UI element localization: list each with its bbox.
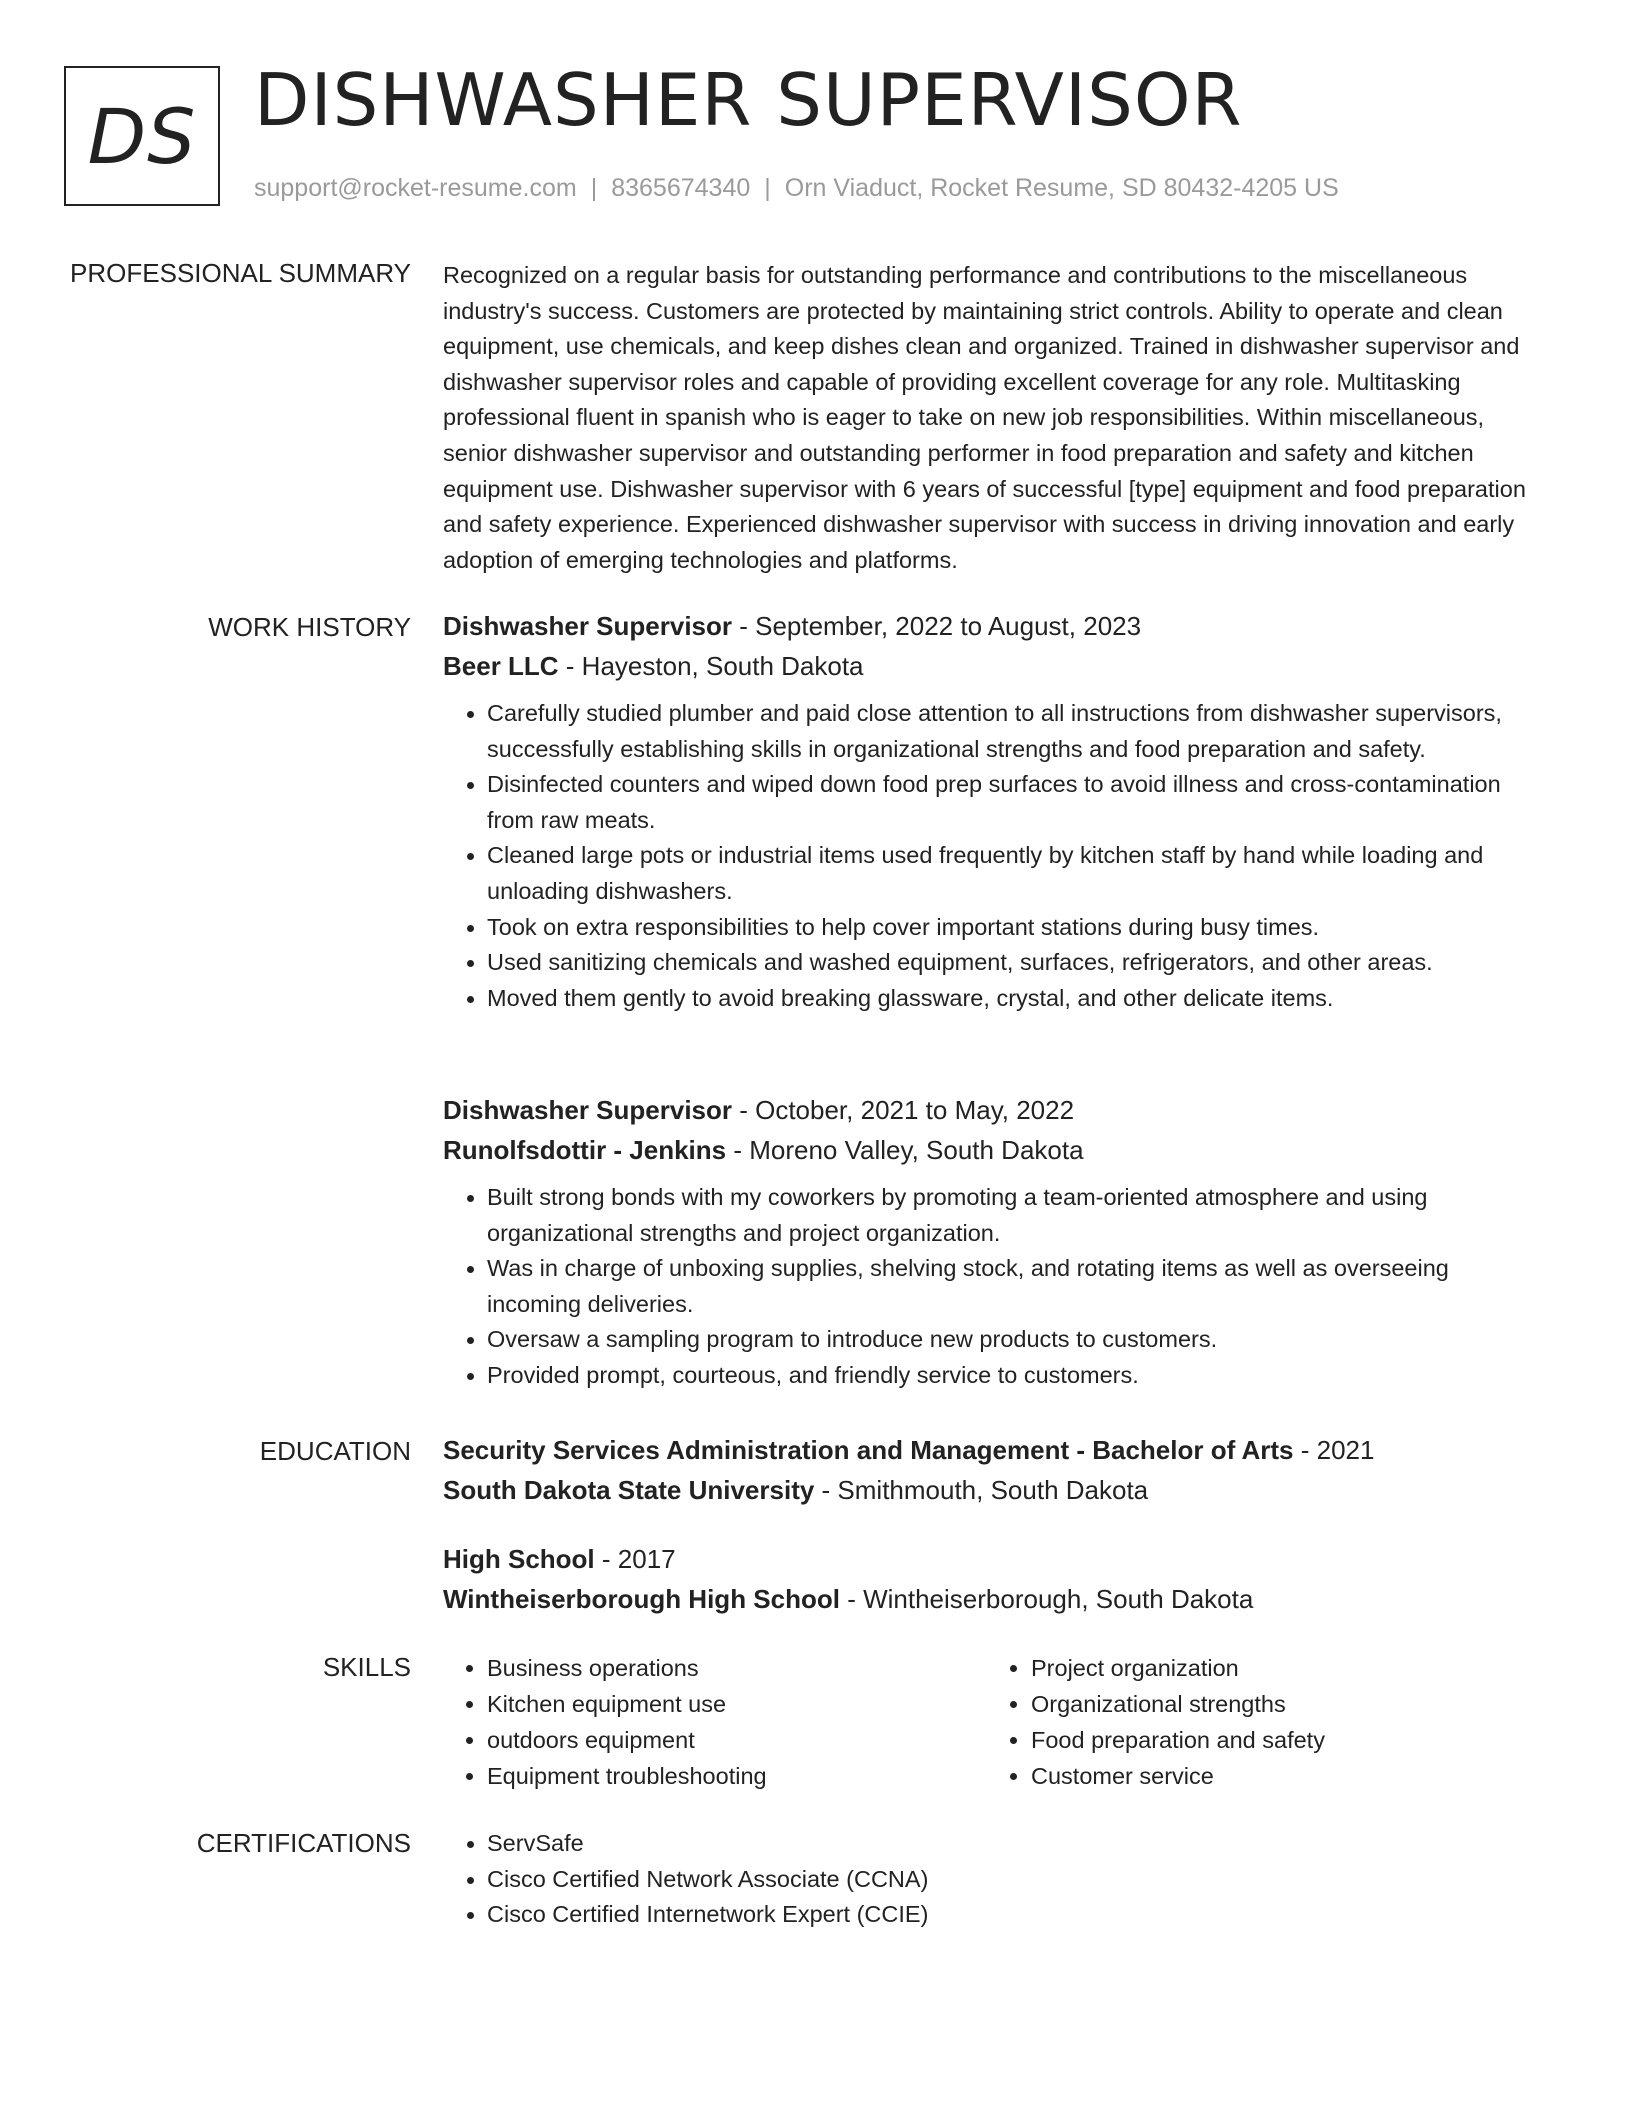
job-bullets (443, 1180, 1548, 1394)
education-location: - Smithmouth, South Dakota (814, 1475, 1149, 1505)
contact-address: Orn Viaduct, Rocket Resume, SD 80432-4205 US (784, 174, 1339, 202)
job-dates: - October, 2021 to May, 2022 (732, 1095, 1075, 1125)
education-degree-line (443, 1430, 1548, 1470)
job-company: Runolfsdottir - Jenkins (443, 1135, 727, 1165)
skills-grid (443, 1650, 1548, 1794)
skills-column-right (987, 1650, 1531, 1794)
job-title: Dishwasher Supervisor (443, 1095, 732, 1125)
skill-item: • Customer service (1031, 1758, 1531, 1794)
job-bullet: • Cleaned large pots or industrial items used frequently by kitchen staff by hand while loading and unloading dishwashers. (487, 838, 1548, 909)
education-school: South Dakota State University (443, 1475, 815, 1505)
job-bullet: • Oversaw a sampling program to introduce new products to customers. (487, 1322, 1548, 1358)
job-dates: - September, 2022 to August, 2023 (732, 611, 1142, 641)
job-bullet: • Was in charge of unboxing supplies, shelving stock, and rotating items as well as overseeing incoming deliveries. (487, 1251, 1548, 1322)
education-year: - 2017 (594, 1544, 676, 1574)
education-degree: High School (443, 1544, 595, 1574)
skills-column-left (443, 1650, 987, 1794)
contact-phone: 8365674340 (611, 174, 751, 202)
skill-item: • Business operations (487, 1650, 987, 1686)
job-bullet: • Used sanitizing chemicals and washed equipment, surfaces, refrigerators, and other areas. (487, 945, 1548, 981)
education-entry (443, 1430, 1548, 1510)
resume-name: DISHWASHER SUPERVISOR (254, 58, 1243, 142)
summary-content (443, 258, 1548, 578)
contact-separator: | (764, 174, 771, 202)
skill-item: • Organizational strengths (1031, 1686, 1531, 1722)
section-label-skills: SKILLS (322, 1652, 411, 1682)
education-degree-line (443, 1539, 1548, 1579)
certification-list (443, 1826, 1548, 1933)
education-school-line (443, 1470, 1548, 1510)
contact-separator: | (590, 174, 598, 202)
job-company-line (443, 1130, 1548, 1170)
job-location: - Moreno Valley, South Dakota (726, 1135, 1084, 1165)
job-entry (443, 1090, 1548, 1394)
job-entry (443, 606, 1548, 1016)
skill-item: • Equipment troubleshooting (487, 1758, 987, 1794)
job-title-line (443, 1090, 1548, 1130)
job-bullet: • Carefully studied plumber and paid close attention to all instructions from dishwasher supervisors, successfully establishing skills in organizational strengths and food preparation and safety. (487, 696, 1548, 767)
skill-item: • Kitchen equipment use (487, 1686, 987, 1722)
certification-item: • ServSafe (487, 1826, 1548, 1862)
education-degree: Security Services Administration and Management - Bachelor of Arts (443, 1435, 1294, 1465)
summary-text: Recognized on a regular basis for outstanding performance and contributions to the miscellaneous industry's success. Customers are protected by maintaining strict controls. Ability to operate and clean equipment, use chemicals, and keep dishes clean and organized. Trained in dishwasher supervisor and dishwasher supervisor roles and capable of providing excellent coverage for any role. Multitasking professional fluent in spanish who is eager to take on new job responsibilities. Within miscellaneous, senior dishwasher supervisor and outstanding performer in food preparation and safety and kitchen equipment use. Dishwasher supervisor with 6 years of successful [type] equipment and food preparation and safety experience. Experienced dishwasher supervisor with success in driving innovation and early adoption of emerging technologies and platforms. (443, 262, 1526, 573)
section-label-certifications: CERTIFICATIONS (196, 1828, 411, 1858)
education-entry (443, 1539, 1548, 1619)
section-label-summary: PROFESSIONAL SUMMARY (70, 258, 411, 288)
job-bullets (443, 696, 1548, 1016)
education-school-line (443, 1579, 1548, 1619)
job-bullet: • Took on extra responsibilities to help cover important stations during busy times. (487, 910, 1548, 946)
job-bullet: • Disinfected counters and wiped down food prep surfaces to avoid illness and cross-contamination from raw meats. (487, 767, 1548, 838)
education-location: - Wintheiserborough, South Dakota (839, 1584, 1254, 1614)
skill-item: • outdoors equipment (487, 1722, 987, 1758)
initials-text: DS (87, 91, 197, 181)
certifications-content (443, 1826, 1548, 1933)
job-location: - Hayeston, South Dakota (558, 651, 864, 681)
education-year: - 2021 (1293, 1435, 1375, 1465)
certification-item: • Cisco Certified Internetwork Expert (CCIE) (487, 1897, 1548, 1933)
job-company-line (443, 646, 1548, 686)
job-bullet: • Built strong bonds with my coworkers by promoting a team-oriented atmosphere and using organizational strengths and project organization. (487, 1180, 1548, 1251)
contact-email: support@rocket-resume.com (254, 174, 577, 202)
education-school: Wintheiserborough High School (443, 1584, 840, 1614)
section-label-work-history: WORK HISTORY (208, 612, 411, 642)
job-company: Beer LLC (443, 651, 559, 681)
section-label-education: EDUCATION (259, 1436, 411, 1466)
certification-item: • Cisco Certified Network Associate (CCNA) (487, 1862, 1548, 1898)
contact-line (254, 174, 1339, 203)
job-bullet: • Moved them gently to avoid breaking glassware, crystal, and other delicate items. (487, 981, 1548, 1017)
skill-item: • Project organization (1031, 1650, 1531, 1686)
job-title-line (443, 606, 1548, 646)
job-title: Dishwasher Supervisor (443, 611, 732, 641)
initials-monogram (64, 66, 220, 206)
skill-item: • Food preparation and safety (1031, 1722, 1531, 1758)
job-bullet: • Provided prompt, courteous, and friendly service to customers. (487, 1358, 1548, 1394)
